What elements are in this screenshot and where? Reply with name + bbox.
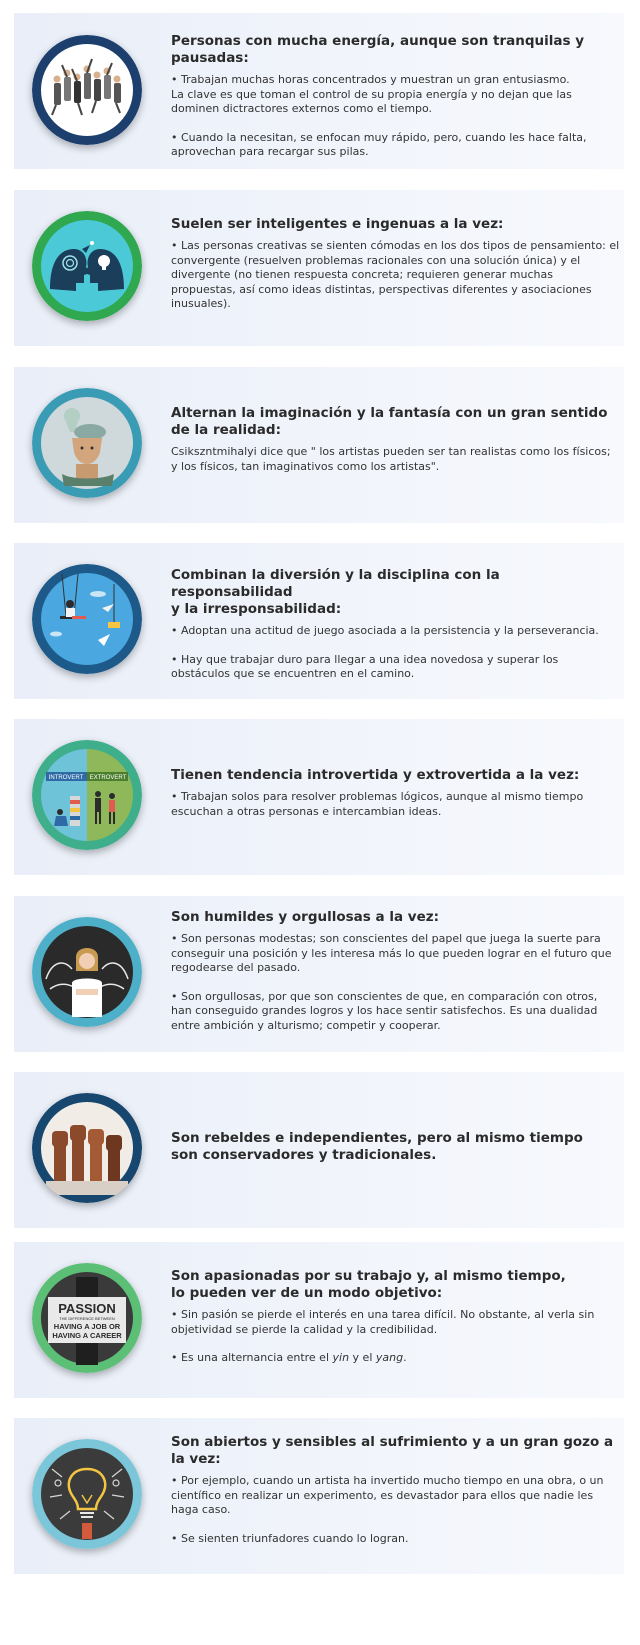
card-paragraph: • Se sienten triunfadores cuando lo logran. bbox=[171, 1531, 409, 1545]
card-title: Son rebeldes e independientes, pero al mismo tiempo son conservadores y tradicionales. bbox=[171, 1130, 583, 1163]
card-paragraph: • Son orgullosas, por que son conscientes de que, en comparación con otros, han conseguido grandes logros y los hace sentir satisfechos. Es una dualidad entre ambición y alturismo; competir y cooperar. bbox=[171, 989, 598, 1032]
card-humildes bbox=[14, 896, 624, 1052]
card-image-swing-work bbox=[32, 564, 142, 674]
card-diversion bbox=[14, 543, 624, 699]
card-title: Son apasionadas por su trabajo y, al mismo tiempo, lo pueden ver de un modo objetivo: bbox=[171, 1268, 566, 1301]
yin-yang-suffix: . bbox=[403, 1351, 407, 1364]
card-paragraph: Csikszntmihalyi dice que " los artistas pueden ser tan realistas como los físicos; y los físicos, tan imaginativos como los artistas". bbox=[171, 445, 611, 473]
card-title: Alternan la imaginación y la fantasía con un gran sentido de la realidad: bbox=[171, 405, 608, 438]
card-introvertida bbox=[14, 719, 624, 875]
card-title: Suelen ser inteligentes e ingenuas a la vez: bbox=[171, 216, 504, 232]
card-image-passion-sign bbox=[32, 1263, 142, 1373]
card-apasionadas bbox=[14, 1242, 624, 1398]
card-paragraph: • Trabajan muchas horas concentrados y muestran un gran entusiasmo. La clave es que toman el control de su propia energía y no dejan que las dominen dictractores externos como el tiempo. bbox=[171, 73, 572, 115]
sign-line-2: HAVING A JOB OR bbox=[53, 1322, 121, 1331]
card-rebeldes bbox=[14, 1072, 624, 1228]
card-title: Personas con mucha energía, aunque son tranquilas y pausadas: bbox=[171, 33, 585, 66]
introvert-label: INTROVERT bbox=[48, 775, 84, 781]
card-paragraph: • Trabajan solos para resolver problemas lógicos, aunque al mismo tiempo escuchan a otras personas e intercambian ideas. bbox=[171, 790, 584, 818]
card-paragraph: • Por ejemplo, cuando un artista ha invertido mucho tiempo en una obra, o un científico en realizar un experimento, es devastador para ellos que nadie les haga caso. bbox=[171, 1474, 604, 1516]
card-image-two-heads-ideas bbox=[32, 211, 142, 321]
card-paragraph: • Sin pasión se pierde el interés en una tarea difícil. No obstante, al verla sin objetividad se pierde la calidad y la credibilidad. bbox=[171, 1308, 595, 1336]
card-title: Tienen tendencia introvertida y extrovertida a la vez: bbox=[171, 767, 580, 783]
card-inteligentes bbox=[14, 190, 624, 346]
card-title: Combinan la diversión y la disciplina con la responsabilidad y la irresponsabilidad: bbox=[171, 567, 500, 617]
yang-word: yang bbox=[375, 1351, 404, 1364]
card-image-raised-fists bbox=[32, 1093, 142, 1203]
sign-passion: PASSION bbox=[58, 1301, 116, 1316]
card-paragraph: • Son personas modestas; son conscientes del papel que juega la suerte para conseguir una posición y les interesa más lo que pueden lograr en el futuro que regodearse del pasado. bbox=[171, 932, 612, 974]
card-title: Son humildes y orgullosas a la vez: bbox=[171, 909, 439, 925]
card-imaginacion bbox=[14, 367, 624, 523]
card-paragraph-yin-yang bbox=[171, 1351, 620, 1366]
yin-yang-prefix: • Es una alternancia entre el bbox=[171, 1351, 333, 1364]
card-image-imagination-head bbox=[32, 388, 142, 498]
sign-line-3: HAVING A CAREER bbox=[52, 1331, 122, 1340]
card-image-lightbulb-chalk bbox=[32, 1439, 142, 1549]
yin-word: yin bbox=[332, 1351, 350, 1364]
card-image-introvert-extrovert bbox=[32, 740, 142, 850]
card-abiertos bbox=[14, 1418, 624, 1574]
card-paragraph: • Las personas creativas se sienten cómodas en los dos tipos de pensamiento: el convergente (resuelven problemas racionales con una solución única) y el divergente (no tienen respuesta concreta; requieren generar muchas propuestas, así como ideas distintas, perspectivas diferentes y asociaciones inusuales). bbox=[171, 239, 620, 310]
card-title: Son abiertos y sensibles al sufrimiento y a un gran gozo a la vez: bbox=[171, 1434, 614, 1467]
card-image-jumping-people bbox=[32, 35, 142, 145]
card-paragraph: • Cuando la necesitan, se enfocan muy rápido, pero, cuando les hace falta, aprovechan para recargar sus pilas. bbox=[171, 130, 587, 158]
card-paragraph: • Hay que trabajar duro para llegar a una idea novedosa y superar los obstáculos que se encuentren en el camino. bbox=[171, 652, 559, 680]
card-paragraph: • Adoptan una actitud de juego asociada a la persistencia y la perseverancia. bbox=[171, 624, 599, 637]
card-image-strong-woman bbox=[32, 917, 142, 1027]
yin-yang-middle: y el bbox=[349, 1351, 376, 1364]
extrovert-label: EXTROVERT bbox=[89, 775, 127, 781]
card-energia bbox=[14, 13, 624, 169]
sign-line-1: THE DIFFERENCE BETWEEN bbox=[59, 1316, 115, 1321]
